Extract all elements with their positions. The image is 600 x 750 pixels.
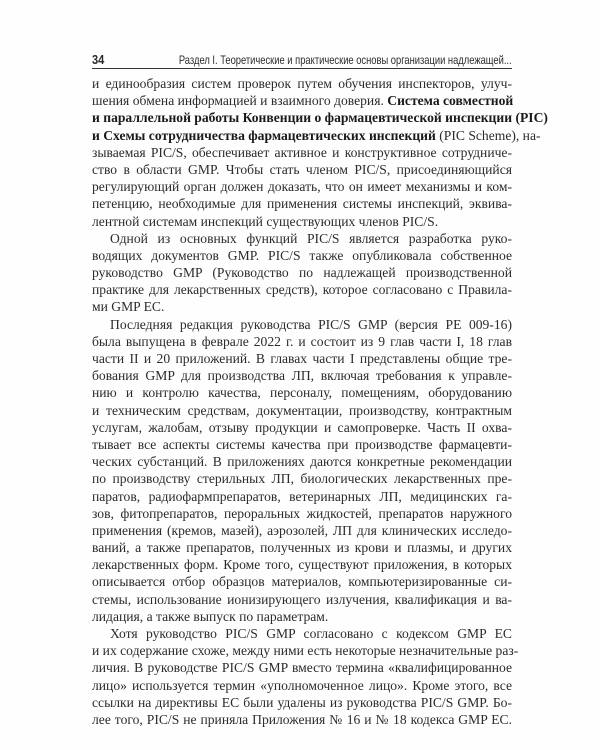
- text-line: зываемая PIC/S, обеспечивает активное и конструктивное сотрудниче-: [92, 144, 512, 160]
- text-line: описывается отбор образцов материалов, компьютеризированные си-: [92, 574, 512, 590]
- text-line: руководство GMP (Руководство по надлежащей производственной: [92, 265, 512, 281]
- text-line: по производству стерильных ЛП, биологических лекарственных пре-: [92, 471, 512, 487]
- text-line: части II и 20 приложений. В главах части I представлены общие тре-: [92, 351, 512, 366]
- text-line: и единообразия систем проверок путем обучения инспекторов, улуч-: [92, 76, 512, 91]
- text-line: Хотя руководство PIC/S GMP согласовано с кодексом GMP ЕС: [110, 626, 512, 641]
- text-line: петенцию, необходимые для применения системы инспекций, эквива-: [92, 196, 512, 212]
- text-line: лекарственных форм. Кроме того, существуют приложения, в которых: [92, 557, 512, 573]
- text-line: и их содержание схоже, между ними есть некоторые незначительные раз-: [92, 643, 519, 659]
- running-header: [92, 52, 512, 69]
- text-line: стемы, использование ионизирующего излучения, квалификация и ва-: [92, 591, 512, 607]
- text-line: лее того, PIC/S не приняла Приложения № 16 и № 18 кодекса GMP ЕС.: [92, 711, 512, 727]
- text-line: тывает все аспекты системы качества при производстве фармацевти-: [92, 436, 512, 452]
- text-line: ссылки на директивы ЕС были удалены из руководства PIC/S GMP. Бо-: [92, 694, 512, 710]
- bold-term: Система совместной: [387, 93, 514, 109]
- section-title: Раздел I. Теоретические и практические основы организации надлежащей...: [179, 53, 512, 67]
- text-line: была выпущена в феврале 2022 г. и состоит из 9 глав части I, 18 глав: [92, 333, 512, 349]
- text-line: [92, 127, 541, 144]
- text-line: лицо» используется термин «уполномоченное лицо». Кроме этого, все: [92, 677, 512, 693]
- bold-term: и Схемы сотрудничества фармацевтических инспекций: [92, 127, 436, 143]
- text-line: ми GMP ЕС.: [92, 299, 165, 315]
- text-line: и техническим средствам, документации, производству, контрактным: [92, 402, 512, 418]
- text-line: регулирующий орган должен доказать, что он имеет механизмы и ком-: [92, 179, 512, 195]
- text-line: паратов, радиофармпрепаратов, ветеринарных ЛП, медицинских га-: [92, 488, 512, 504]
- text-line: [92, 109, 548, 126]
- body-text: [92, 75, 548, 728]
- text-run: (PIC Scheme), на-: [435, 127, 541, 143]
- text-line: нию и контролю качества, персоналу, помещениям, оборудованию: [92, 385, 512, 401]
- bold-term: и параллельной работы Конвенции о фармацевтической инспекции (PIC): [92, 110, 548, 126]
- text-line: практике для лекарственных средств), которое согласовано с Правила-: [92, 282, 512, 298]
- text-line: Одной из основных функций PIC/S является разработка руко-: [110, 230, 512, 246]
- text-line: ство в области GMP. Чтобы стать членом PIC/S, присоединяющийся: [92, 161, 512, 177]
- text-line: применения (кремов, мазей), аэрозолей, ЛП для клинических исследо-: [92, 522, 512, 538]
- text-line: лидация, а также выпуск по параметрам.: [92, 608, 329, 624]
- text-line: [92, 92, 512, 109]
- text-line: водящих документов GMP. PIC/S также опубликовала собственное: [92, 247, 512, 263]
- text-line: зов, фитопрепаратов, пероральных жидкостей, препаратов наружного: [92, 505, 512, 521]
- text-run: шения обмена информацией и взаимного доверия.: [92, 93, 388, 109]
- text-line: личия. В руководстве PIC/S GMP вместо термина «квалифицированное: [92, 660, 512, 676]
- text-line: бования GMP для производства ЛП, включая требования к управле-: [92, 368, 512, 384]
- page-number: 34: [92, 52, 105, 67]
- text-line: ческих субстанций. В приложениях даются конкретные рекомендации: [92, 454, 512, 470]
- text-line: ваний, а также препаратов, полученных из крови и плазмы, и других: [92, 540, 512, 556]
- text-line: услугам, жалобам, отзыву продукции и самопроверке. Часть II охва-: [92, 419, 512, 435]
- text-line: Последняя редакция руководства PIC/S GMP (версия PE 009-16): [110, 316, 512, 332]
- text-line: лентной системам инспекций существующих членов PIC/S.: [92, 213, 439, 229]
